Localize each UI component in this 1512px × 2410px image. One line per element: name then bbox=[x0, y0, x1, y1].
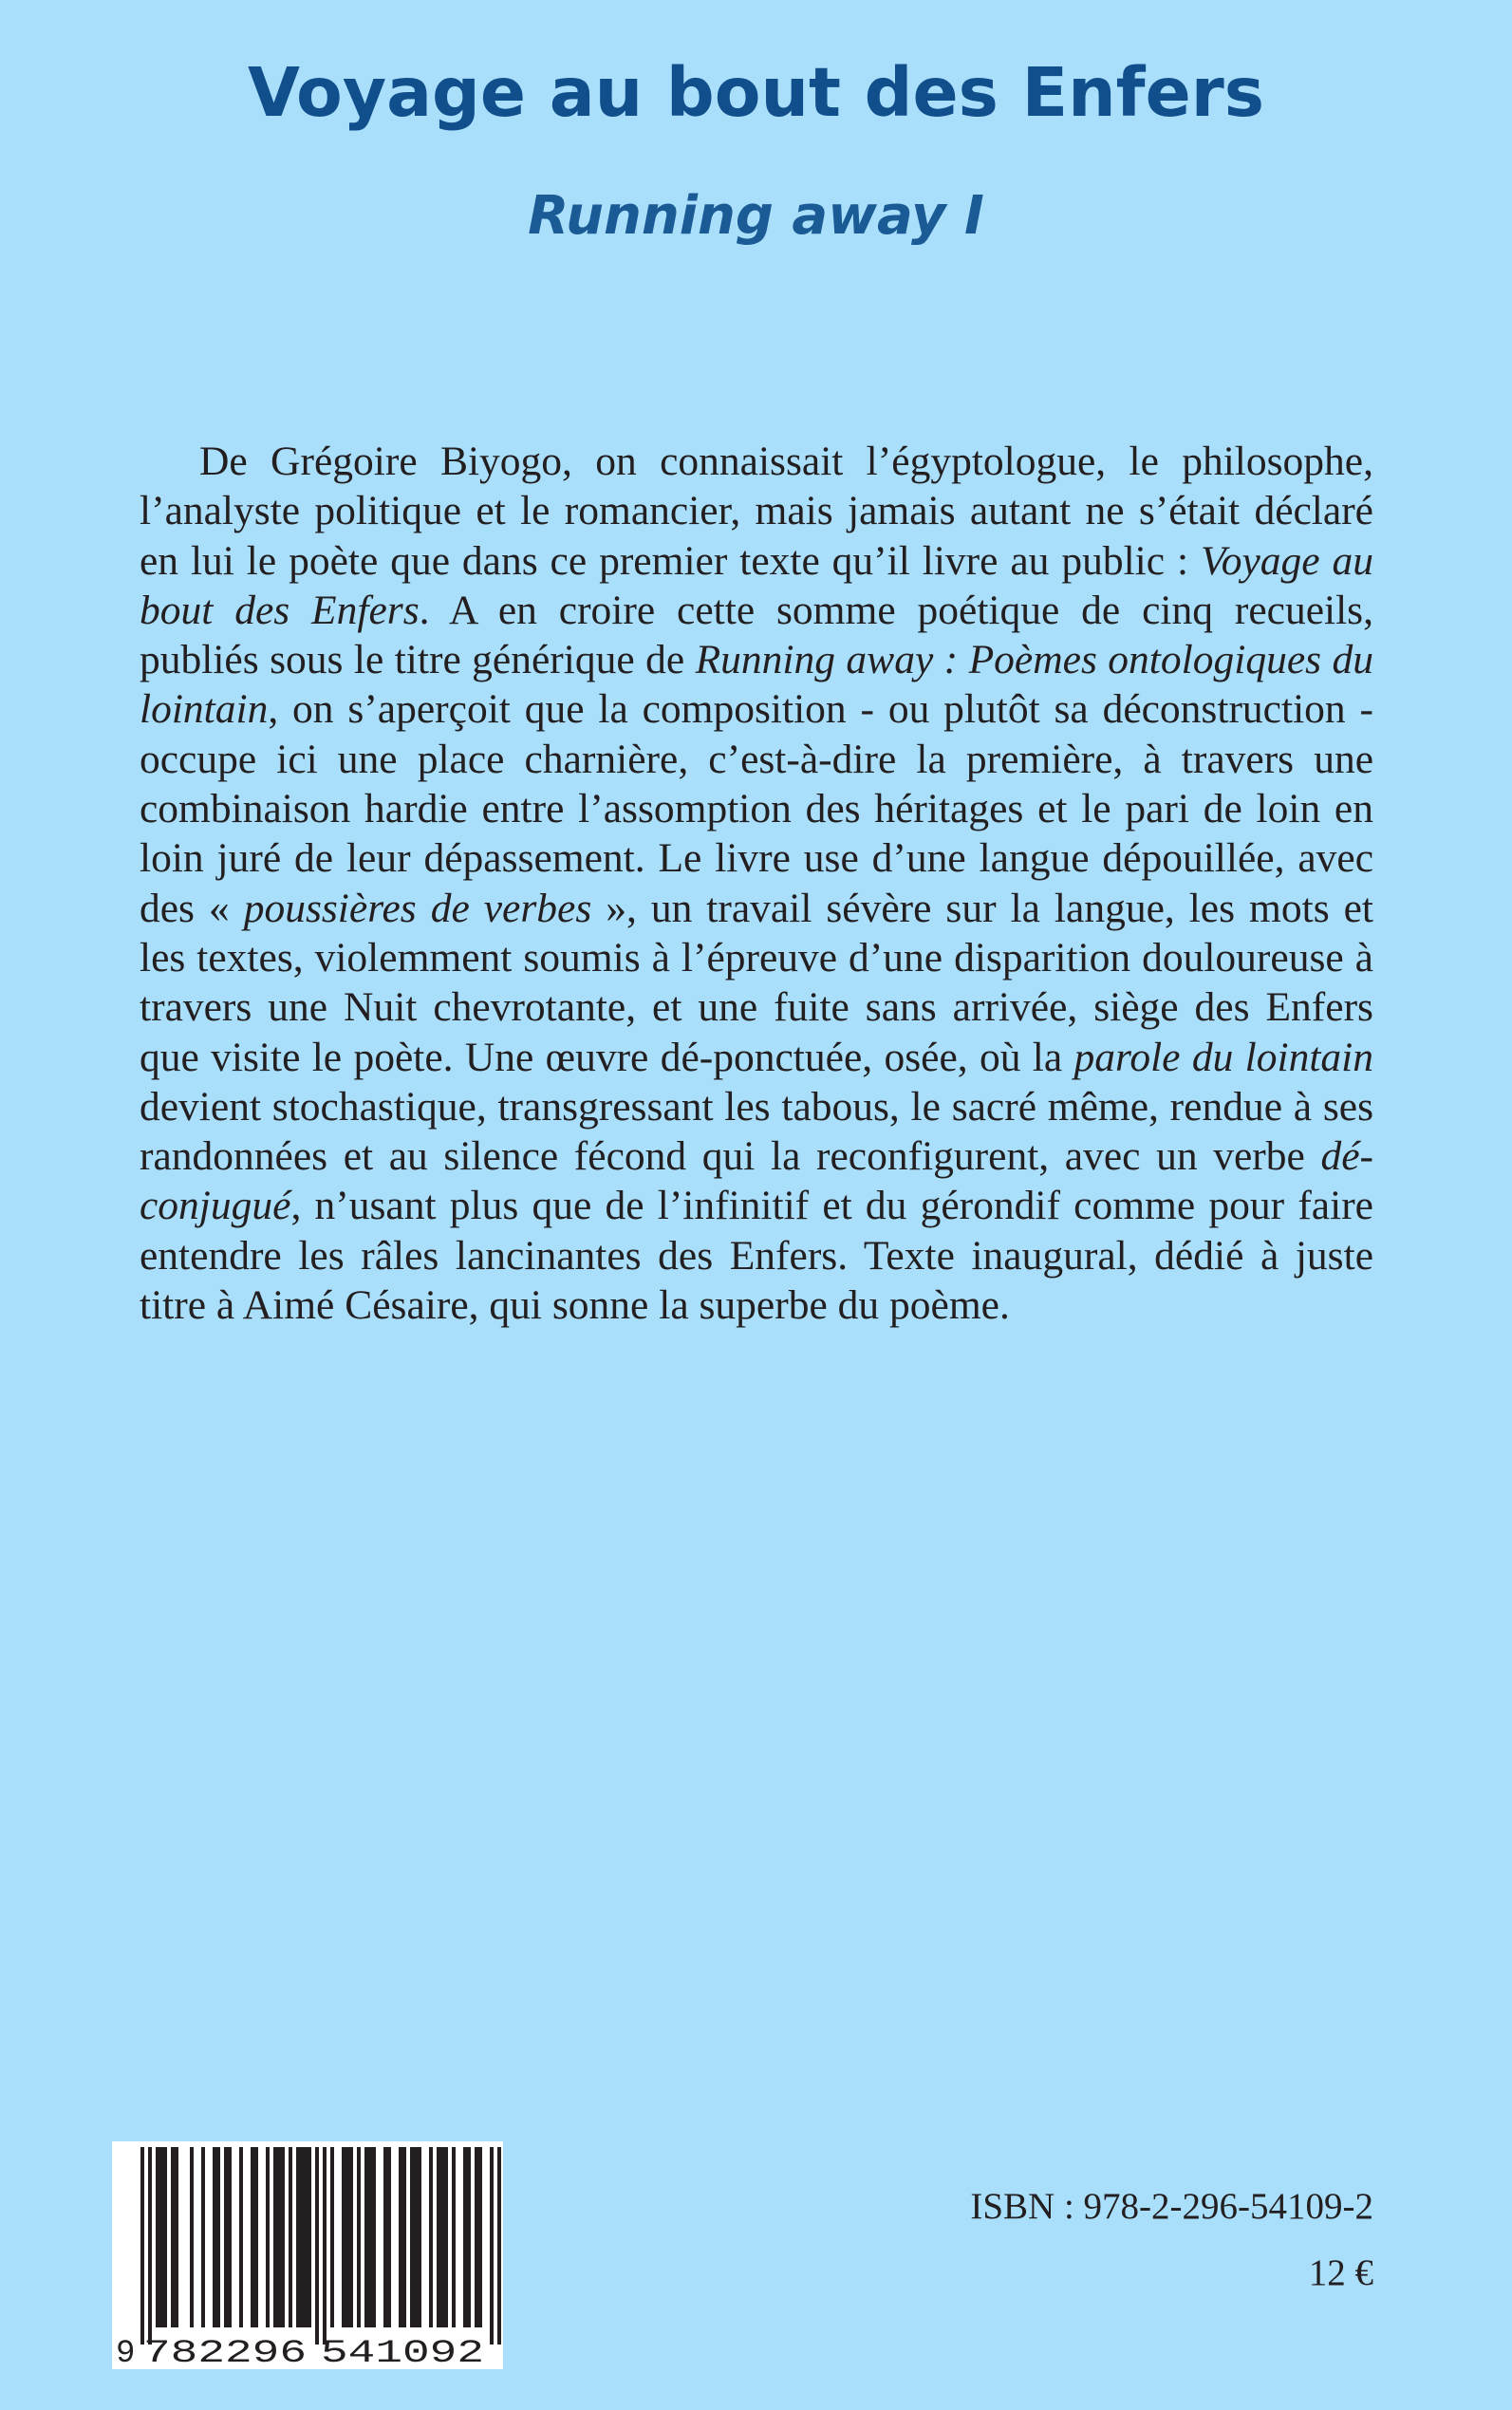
barcode-bar bbox=[402, 2147, 406, 2327]
barcode-bar bbox=[171, 2147, 175, 2327]
barcode-bar bbox=[345, 2147, 349, 2327]
barcode-bar bbox=[224, 2147, 228, 2327]
barcode-bar bbox=[490, 2147, 494, 2345]
barcode-bar bbox=[383, 2147, 387, 2327]
barcode-bar bbox=[414, 2147, 418, 2327]
blurb-text: devient stochastique, transgressant les tabous, le sacré même, rendue à ses randonnées et au silence fécond qui la reconfigurent, avec un verbe bbox=[140, 1083, 1373, 1180]
barcode-bar bbox=[437, 2147, 440, 2327]
back-cover-blurb bbox=[140, 437, 1373, 1330]
blurb-text: . A en croire cette somme poétique de cinq recueils, publiés sous le titre générique de bbox=[140, 587, 1373, 683]
barcode-bar bbox=[175, 2147, 178, 2327]
barcode-digits-right: 541092 bbox=[321, 2336, 484, 2369]
book-title: Voyage au bout des Enfers bbox=[247, 53, 1265, 132]
book-subtitle: Running away I bbox=[528, 185, 984, 247]
blurb-italic-term: dé-conjugué bbox=[140, 1133, 1373, 1229]
barcode-bar bbox=[308, 2147, 311, 2327]
blurb-text: De Grégoire Biyogo, on connaissait l’égyptologue, le philosophe, l’analyste politique et le romancier, mais jamais autant ne s’était déclaré en lui le poète que dans ce premier texte qu’il livre au public : bbox=[140, 439, 1373, 584]
barcode-bar bbox=[300, 2147, 304, 2327]
blurb-text: », un travail sévère sur la langue, les mots et les textes, violemment soumis à l’épreuve d’une disparition douloureuse à travers une Nuit chevrotante, et une fuite sans arrivée, siège des Enfers que visite le poète. Une œuvre dé-ponctuée, osée, où la bbox=[140, 885, 1373, 1080]
isbn-number: ISBN : 978-2-296-54109-2 bbox=[970, 2186, 1373, 2227]
barcode-bar bbox=[213, 2147, 216, 2327]
isbn-barcode bbox=[112, 2141, 503, 2369]
blurb-text: , n’usant plus que de l’infinitif et du gérondif comme pour faire entendre les râles lancinantes des Enfers. Texte inaugural, dédié à juste titre à Aimé Césaire, qui sonne la superbe du poème. bbox=[140, 1183, 1373, 1329]
barcode-bar bbox=[190, 2147, 194, 2327]
barcode-bar bbox=[266, 2147, 270, 2327]
barcode-bar bbox=[277, 2147, 281, 2327]
barcode-bar bbox=[368, 2147, 372, 2327]
barcode-bar bbox=[497, 2147, 501, 2345]
barcode-bar bbox=[304, 2147, 308, 2327]
barcode-bar bbox=[296, 2147, 300, 2327]
barcode-bar bbox=[478, 2147, 482, 2327]
barcode-bar bbox=[410, 2147, 414, 2327]
barcode-bar bbox=[156, 2147, 159, 2327]
barcode-bar bbox=[315, 2147, 319, 2345]
barcode-bar bbox=[163, 2147, 167, 2327]
blurb-italic-book-title: Voyage au bout des Enfers bbox=[140, 537, 1373, 633]
barcode-first-digit: 9 bbox=[116, 2336, 136, 2369]
barcode-bar bbox=[463, 2147, 467, 2327]
barcode-bar bbox=[429, 2147, 433, 2327]
blurb-italic-phrase: parole du lointain bbox=[1073, 1034, 1373, 1080]
blurb-text: , on s’aperçoit que la composition - ou plutôt sa déconstruction - occupe ici une place charnière, c’est-à-dire la première, à travers une combinaison hardie entre l’assomption des héritages et le pari de loin en loin juré de leur dépassement. Le livre use d’une langue dépouillée, avec des « bbox=[140, 686, 1373, 931]
barcode-bar bbox=[216, 2147, 220, 2327]
barcode-bar bbox=[467, 2147, 471, 2327]
barcode-bar bbox=[399, 2147, 402, 2327]
barcode-bar bbox=[475, 2147, 478, 2327]
barcode-bar bbox=[140, 2147, 144, 2345]
barcode-bar bbox=[148, 2147, 152, 2345]
barcode-bar bbox=[372, 2147, 376, 2327]
barcode-bar bbox=[444, 2147, 448, 2327]
barcode-bar bbox=[364, 2147, 368, 2327]
barcode-bar bbox=[342, 2147, 345, 2327]
barcode-bar bbox=[440, 2147, 444, 2327]
barcode-bar bbox=[281, 2147, 285, 2327]
barcode-digits-left: 782296 bbox=[143, 2336, 307, 2369]
barcode-bar bbox=[251, 2147, 254, 2327]
barcode-bar bbox=[452, 2147, 456, 2327]
barcode-bar bbox=[418, 2147, 421, 2327]
barcode-bar bbox=[387, 2147, 391, 2327]
barcode-bar bbox=[239, 2147, 243, 2327]
barcode-bar bbox=[228, 2147, 232, 2327]
barcode-bar bbox=[201, 2147, 205, 2327]
price: 12 € bbox=[1308, 2252, 1373, 2293]
blurb-italic-series-title: Running away : Poèmes ontologiques du lointain bbox=[140, 637, 1373, 733]
barcode-bar bbox=[289, 2147, 292, 2327]
barcode-bar bbox=[323, 2147, 327, 2345]
barcode-bar bbox=[254, 2147, 258, 2327]
barcode-bar bbox=[330, 2147, 334, 2327]
barcode-bar bbox=[357, 2147, 361, 2327]
blurb-italic-quote: poussières de verbes bbox=[243, 885, 592, 931]
barcode-bar bbox=[349, 2147, 353, 2327]
barcode-bar bbox=[159, 2147, 163, 2327]
barcode-bar bbox=[273, 2147, 277, 2327]
